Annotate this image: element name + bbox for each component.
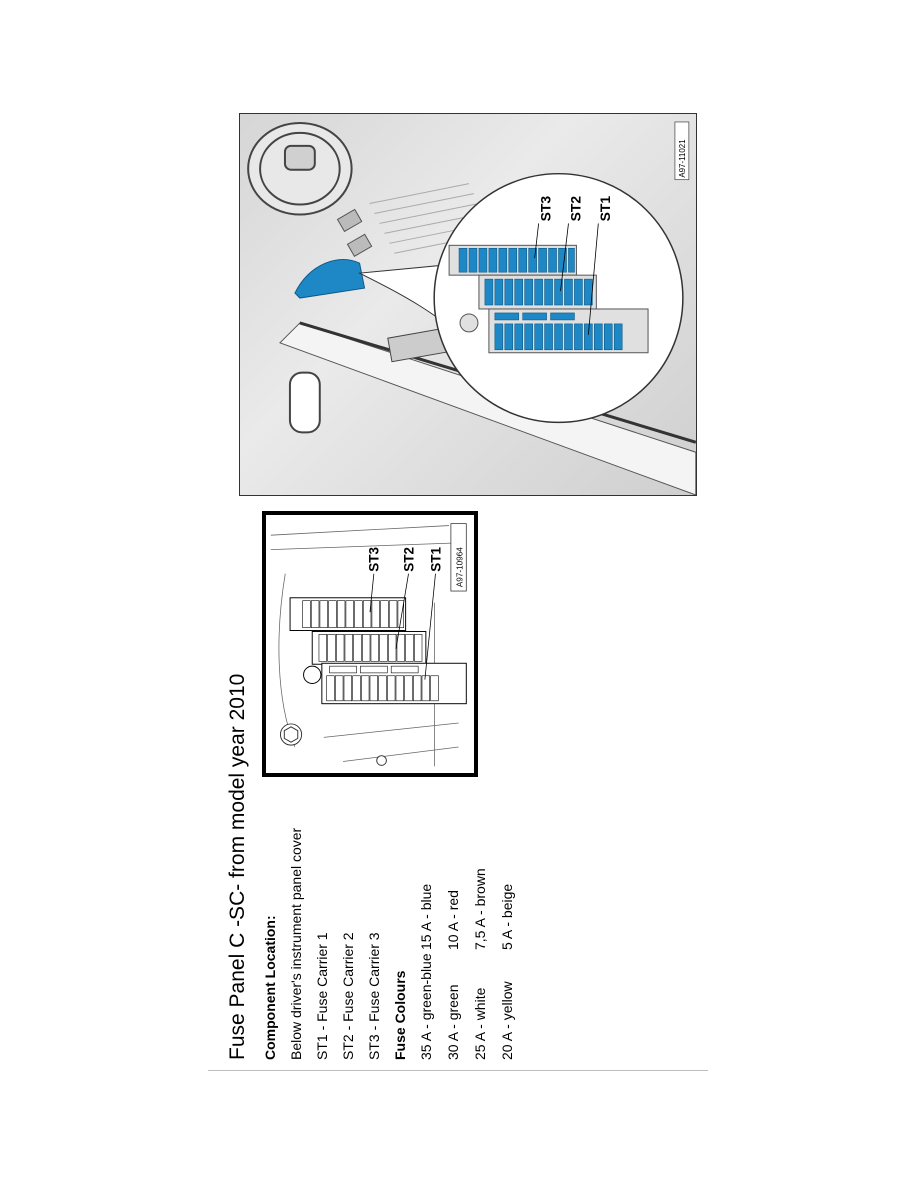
- screw-icon: [377, 756, 387, 766]
- fuse-panel-line-diagram: [262, 511, 478, 777]
- vehicle-interior-illustration: [239, 113, 697, 496]
- steering-wheel-icon: [248, 123, 351, 215]
- colour-25a: 25 A - white: [472, 987, 488, 1060]
- carrier-st1: ST1 - Fuse Carrier 1: [314, 932, 330, 1060]
- colour-7-5a: 7,5 A - brown: [472, 868, 488, 950]
- colour-30a: 30 A - green: [445, 984, 461, 1060]
- bolt-icon: [280, 724, 301, 745]
- photo-label-st1: ST1: [597, 195, 614, 222]
- instrument-panel-cover-highlight: [295, 259, 365, 298]
- location-heading: Component Location:: [262, 915, 278, 1060]
- photo-label-st3: ST3: [537, 195, 554, 222]
- mirror-icon: [290, 373, 320, 433]
- colour-10a: 10 A - red: [445, 890, 461, 950]
- photo-label-st2: ST2: [567, 195, 584, 222]
- photo-ref: A97-11021: [677, 139, 687, 178]
- colour-5a: 5 A - beige: [499, 883, 515, 950]
- label-st2: ST2: [401, 547, 417, 572]
- colour-20a: 20 A - yellow: [499, 981, 515, 1060]
- small-diagram-ref: A97-10964: [455, 547, 465, 588]
- colour-15a: 15 A - blue: [418, 883, 434, 950]
- colour-35a: 35 A - green-blue: [418, 953, 434, 1060]
- carrier-st3: ST3 - Fuse Carrier 3: [366, 932, 382, 1060]
- fuse-carrier-drawing: [266, 515, 474, 773]
- carrier-st2: ST2 - Fuse Carrier 2: [340, 932, 356, 1060]
- interior-drawing: [240, 114, 696, 495]
- page-title: Fuse Panel C -SC- from model year 2010: [226, 673, 249, 1060]
- colours-heading: Fuse Colours: [392, 970, 408, 1060]
- label-st1: ST1: [428, 547, 444, 572]
- page-separator: [208, 1070, 708, 1071]
- location-text: Below driver's instrument panel cover: [288, 827, 304, 1060]
- label-st3: ST3: [366, 547, 382, 572]
